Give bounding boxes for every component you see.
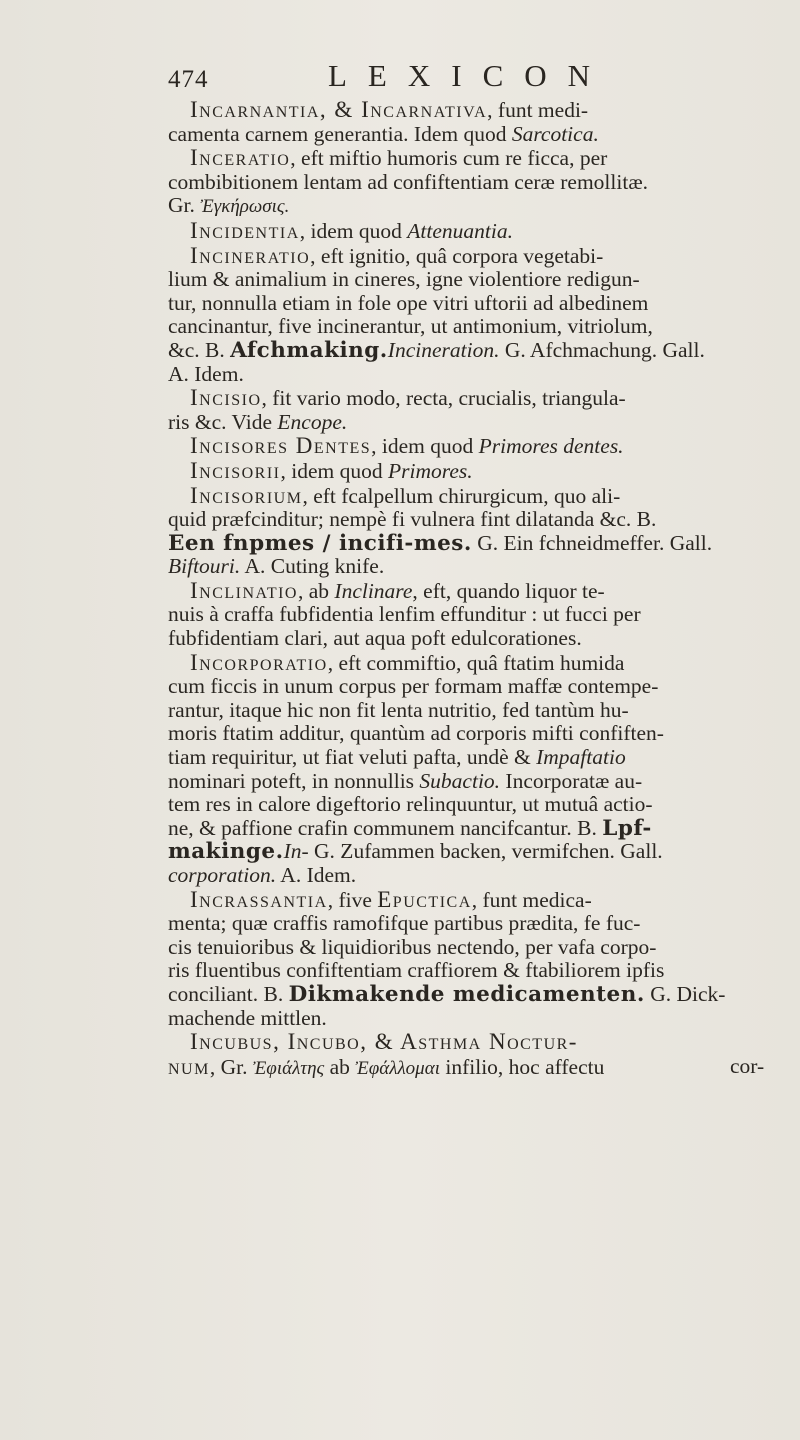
entry-text: infilio, hoc affectu <box>439 1054 605 1079</box>
dictionary-entry <box>168 651 796 888</box>
entry-text: A. Idem. <box>276 864 357 887</box>
entry-text: , eft fcalpellum chirurgicum, quo ali- <box>302 483 621 508</box>
entry-text: machende mittlen. <box>168 1006 327 1030</box>
blackletter-term: Dikmakende medicamenten. <box>288 982 645 1007</box>
dictionary-body <box>168 98 796 1080</box>
italic-term: Encope. <box>277 410 348 434</box>
entry-line <box>168 936 796 960</box>
headword: Incidentia <box>190 218 300 243</box>
entry-text: ab <box>324 1054 356 1079</box>
entry-text: , fit vario modo, recta, crucialis, triangula- <box>261 386 626 411</box>
entry-text: ris fluentibus confiftentiam craffiorem & ftabiliorem ipfis <box>168 959 665 983</box>
italic-term: Inclinare <box>334 578 413 603</box>
italic-term: Primores. <box>388 458 473 483</box>
entry-text: rantur, itaque hic non fit lenta nutritio, fed tantùm hu- <box>168 698 629 722</box>
dictionary-entry <box>168 244 796 387</box>
entry-text: G. Zufammen backen, vermifchen. Gall. <box>308 840 663 864</box>
dictionary-entry <box>168 219 796 244</box>
headword: Inceratio <box>190 146 291 171</box>
entry-first-line <box>168 146 796 171</box>
entry-text: quid præfcinditur; nempè fi vulnera fint dilatanda &c. B. <box>168 508 657 532</box>
italic-term: In- <box>283 840 309 864</box>
headword: Incisorium <box>190 483 303 508</box>
entry-first-line <box>168 98 796 123</box>
italic-term: Subactio. <box>419 769 501 793</box>
entry-line <box>168 983 796 1007</box>
entry-text: cis tenuioribus & liquidioribus nectendo, per vafa corpo- <box>168 935 657 959</box>
entry-text: camenta carnem generantia. Idem quod <box>168 122 512 146</box>
entry-text: nuis à craffa fubfidentia lenfim effunditur : ut fucci per <box>168 603 641 627</box>
headword: Incisio <box>190 386 262 411</box>
dictionary-entry <box>168 98 796 146</box>
entry-text: A. Cuting knife. <box>240 555 385 579</box>
greek-term: Ἐφάλλομαι <box>355 1057 440 1079</box>
entry-line <box>168 959 796 983</box>
entry-line <box>168 363 796 387</box>
headword: Incarnantia, & Incarnativa <box>190 98 488 122</box>
headword: Inclinatio <box>190 578 298 603</box>
entry-line <box>168 699 796 723</box>
dictionary-entry <box>168 579 796 651</box>
dictionary-entry <box>168 434 796 459</box>
dictionary-entry <box>168 484 796 579</box>
dictionary-entry <box>168 386 796 434</box>
entry-text: combibitionem lentam ad confiftentiam ceræ remollitæ. <box>168 170 649 194</box>
entry-line <box>168 793 796 817</box>
page-header <box>168 58 768 98</box>
entry-line <box>168 411 796 435</box>
entry-line <box>168 770 796 794</box>
entry-text: fubfidentiam clari, aut aqua poft edulcorationes. <box>168 627 582 651</box>
entry-line <box>168 722 796 746</box>
entry-line <box>168 171 796 195</box>
entry-line <box>168 675 796 699</box>
italic-term: Incineration. <box>387 338 500 362</box>
entry-text: moris ftatim additur, quantùm ad corporis mifti confiften- <box>168 722 664 746</box>
italic-term: Biftouri. <box>168 555 241 579</box>
entry-text: tem res in calore digeftorio relinquuntur, ut mutuâ actio- <box>168 793 653 817</box>
greek-term: Ἐγκήρωσις. <box>200 196 290 218</box>
entry-text: G. Ein fchneidmeffer. Gall. <box>471 531 713 555</box>
entry-first-line <box>168 459 796 484</box>
headword: Incisorii <box>190 458 281 483</box>
entry-text: , eft commiftio, quâ ftatim humida <box>327 650 625 675</box>
blackletter-term: Lpf- <box>602 816 652 841</box>
entry-line <box>168 532 796 556</box>
entry-text: Incorporatæ au- <box>500 769 643 793</box>
entry-text: &c. B. <box>168 338 231 362</box>
entry-line <box>168 603 796 627</box>
headword: Incineratio <box>190 243 311 268</box>
entry-line <box>168 627 796 651</box>
entry-text: G. Afchmachung. Gall. <box>499 338 705 362</box>
running-title: LEXICON <box>328 58 612 93</box>
catchword: cor- <box>730 1054 765 1078</box>
dictionary-entry <box>168 459 796 484</box>
headword: Incorporatio <box>190 650 328 675</box>
dictionary-entry <box>168 146 796 219</box>
entry-first-line <box>168 219 796 244</box>
entry-text: tur, nonnulla etiam in fole ope vitri uftorii ad albedinem <box>168 291 649 315</box>
entry-text: conciliant. B. <box>168 982 289 1006</box>
headword: Incisores Dentes <box>190 434 372 459</box>
page-number: 474 <box>168 66 209 93</box>
entry-first-line <box>168 244 796 269</box>
dictionary-entry <box>168 1030 796 1080</box>
entry-line <box>168 912 796 936</box>
entry-text: nominari poteft, in nonnullis <box>168 769 420 793</box>
entry-first-line <box>168 651 796 676</box>
greek-term: Ἐφιάλτης <box>252 1057 325 1079</box>
entry-text: , eft ignitio, quâ corpora vegetabi- <box>310 243 604 268</box>
entry-text: , funt medi- <box>487 98 589 122</box>
entry-line <box>168 292 796 316</box>
italic-term: Impaftatio <box>536 746 626 770</box>
entry-line <box>168 817 796 841</box>
entry-line <box>168 339 796 363</box>
italic-term: corporation. <box>168 864 277 887</box>
entry-text: , idem quod <box>299 218 408 243</box>
entry-text: , ab <box>297 578 335 603</box>
entry-text: lium & animalium in cineres, igne violentiore redigun- <box>168 268 640 292</box>
entry-line <box>168 1055 796 1081</box>
blackletter-term: Een fnpmes / incifi-mes. <box>168 531 472 556</box>
entry-line <box>168 123 796 147</box>
italic-term: Attenuantia. <box>407 218 513 243</box>
entry-first-line <box>168 579 796 604</box>
entry-text: , idem quod <box>371 434 479 459</box>
entry-line <box>168 840 796 864</box>
entry-first-line <box>168 434 796 459</box>
entry-text: cum ficcis in unum corpus per formam maffæ contempe- <box>168 675 659 699</box>
entry-text: , eft miftio humoris cum re ficca, per <box>290 146 608 171</box>
headword: Epuctica <box>377 887 472 912</box>
entry-text: ris &c. Vide <box>168 410 278 434</box>
entry-text: , eft, quando liquor te- <box>412 578 605 603</box>
entry-first-line <box>168 1030 796 1055</box>
blackletter-term: Afchmaking. <box>230 338 388 363</box>
entry-text: G. Dick- <box>644 982 726 1006</box>
entry-line <box>168 1007 796 1031</box>
entry-line <box>168 746 796 770</box>
entry-first-line <box>168 386 796 411</box>
entry-line <box>168 555 796 579</box>
entry-text: tiam requiritur, ut fiat veluti pafta, undè & <box>168 746 537 770</box>
entry-text: , Gr. <box>209 1054 253 1079</box>
blackletter-term: makinge. <box>168 840 284 864</box>
headword: num <box>168 1054 210 1079</box>
entry-text: Gr. <box>168 194 201 218</box>
entry-first-line <box>168 484 796 509</box>
dictionary-entry <box>168 888 796 1031</box>
italic-term: Primores dentes. <box>478 434 624 459</box>
italic-term: Sarcotica. <box>511 122 599 146</box>
entry-line <box>168 508 796 532</box>
entry-text: , five <box>327 887 378 912</box>
entry-text: A. Idem. <box>168 362 244 386</box>
entry-text: , funt medica- <box>471 887 592 912</box>
entry-text: ne, & paffione crafin communem nancifcantur. B. <box>168 816 603 840</box>
entry-line <box>168 315 796 339</box>
entry-text: , idem quod <box>280 458 388 483</box>
entry-text: menta; quæ craffis ramofifque partibus prædita, fe fuc- <box>168 912 641 936</box>
entry-first-line <box>168 888 796 913</box>
entry-line <box>168 864 796 888</box>
entry-text: cancinantur, five incinerantur, ut antimonium, vitriolum, <box>168 315 653 339</box>
entry-line <box>168 194 796 219</box>
headword: Incubus, Incubo, & Asthma Noctur- <box>190 1030 578 1055</box>
entry-line <box>168 268 796 292</box>
headword: Incrassantia <box>190 887 328 912</box>
